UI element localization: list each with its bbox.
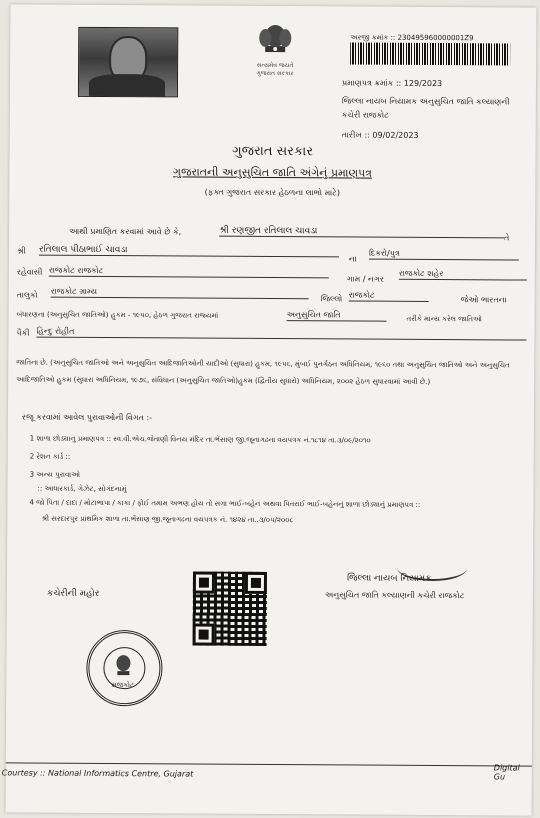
qr-finder-bl [193, 624, 215, 646]
qr-code [193, 572, 267, 646]
resident-label: રહેવાસી [16, 267, 43, 277]
qr-finder-tr [245, 572, 267, 594]
signatory-line-1: જિલ્લા નાયબ નિયામક [346, 573, 432, 584]
recognized-text: તરીકે માન્ય કરેલ જાતિઓ [406, 314, 483, 324]
district-label: જિલ્લો [320, 294, 343, 304]
taluka-label: તાલુકો [16, 290, 38, 300]
name-field: શ્રી રણજીત રતિલાલ ચાવડા [219, 226, 504, 239]
evidence-item-3: 3 અન્ય પુરાવાઓ [29, 470, 81, 479]
footer-courtesy: Courtesy :: National Informatics Centre, Gujarat [1, 768, 194, 779]
taluka-field: રાજકોટ ગ્રામ્ય [51, 287, 309, 300]
certificate-subtitle: (ફક્ત ગુજરાત સરકાર હેઠળના લાભો માટે) [204, 187, 341, 198]
caste-prefix: પૈકી [16, 328, 30, 338]
evidence-item-4-detail: શ્રી સરદારપુર પ્રાથમિક શાળા તા.ભેંસાણ જી.જૂનાગઢના વયપત્રક નં. ૧૪૨૪ તા..૩/૦૫/૨૦૦૮ [41, 514, 294, 525]
lion-capital-icon [247, 18, 303, 58]
caste-field: હિન્દુ રોહીત [36, 327, 526, 341]
office-seal [86, 630, 162, 706]
state-emblem [247, 18, 303, 78]
seal-text: રાજકોટ [111, 681, 135, 690]
relation-field: દિકરો/પુત્ર [369, 249, 519, 261]
government-title: ગુજરાત સરકાર [232, 143, 314, 160]
district-field: રાજકોટ [349, 290, 429, 301]
certify-text: આથી પ્રમાણિત કરવામાં આવે છે કે, [69, 226, 182, 237]
evidence-heading: રજૂ કરવામાં આવેલ પુરાવાઓની વિગત :- [21, 412, 153, 423]
relation-label: ના [348, 254, 357, 264]
signatory-line-2: અનુસુચિત જાતિ કલ્યાણની કચેરી રાજકોટ [324, 590, 465, 601]
certificate-page [1, 4, 537, 815]
issuer-line-2: કચેરી રાજકોટ [341, 110, 389, 120]
barcode [350, 42, 510, 65]
evidence-item-3-detail: :: આધારકાર્ડ, ગેઝેટ, સોગંદનામું [37, 484, 127, 494]
father-name-field: રતિલાલ પીઠાભાઈ ચાવડા [39, 245, 339, 258]
village-label: ગામ / નગર [346, 274, 385, 284]
village-field: રાજકોટ શહેર [399, 269, 527, 281]
office-seal-label: કચેરીની મહોર [46, 588, 100, 599]
certificate-title: ગુજરાતની અનુસુચિત જાતિ અંગેનું પ્રમાણપત્ર [172, 165, 373, 180]
resident-field: રાજકોટ રાજકોટ [49, 266, 329, 279]
evidence-item-1: 1 શાળા છોડ્યાનુ પ્રમાણપત્ર :: સ્વ.વી.એચ.જેતાણી વિનય મંદિર તા.ભેંસાણ જી.જૂનાગઢના વયપત્રક નં.૧૮૧૪ તા.૩/૦૯/૨૦૧૦ [29, 434, 371, 445]
footer-divider [6, 762, 532, 766]
issue-date: તારીખ :: 09/02/2023 [341, 130, 419, 140]
issuer-line-1: જિલ્લા નાયબ નિયામક અનુસુચિત જાતિ કલ્યાણની [341, 96, 510, 107]
evidence-item-4: 4 જો પિતા / દાદા / મોટાભાપા / કાકા / ફોઈ તમામ અભણ હોય તો સગા ભાઈ-બહેન અથવા પિતરાઈ ભાઈ-બહેનનું શાળા છોડ્યાનું પ્રમાણપત્ર :: [29, 498, 421, 509]
emblem-text-2: ગુજરાત સરકાર [256, 69, 294, 78]
barcode-number: અરજી ક્રમાંક :: 230495960000001Z9 [350, 33, 474, 43]
emblem-icon [113, 653, 133, 677]
father-prefix: શ્રી [16, 246, 26, 256]
evidence-item-2: 2 રેશન કાર્ડ :: [29, 452, 71, 461]
qr-finder-tl [193, 572, 215, 594]
footer-digital: Digital Gu [493, 763, 520, 782]
order-text: બંધારણના (અનુસુચિત જાતિઓ) હુકમ - ૧૯૫૦, હેઠળ ગુજરાત રાજ્યમાં [16, 310, 219, 320]
photo-shoulders [89, 74, 165, 96]
legal-paragraph: જાતિના છે. (અનુસુચિત જાતિઓ અને અનુસુચિત આદિજાતિઓની યાદીઓ (સુધારા) હુકમ, ૧૯૫૬, મુંબઈ પુનર્ગઠન અધિનિયમ, ૧૯૬૦ તથા અનુસુચિત જાતિઓ અને અનુસુચિત આદિજાતિઓ હુકમ (સુધારા અધિનિયમ, ૧૯૭૬, સંવિધાન (અનુસુચિત જાતિઓ)હુકમ (દ્વિતીય સુધારો) અધિનિયમ, ૨૦૦૨ હેઠળ સુધારવામાં આવી છે.) [16, 358, 510, 386]
applicant-photo [78, 27, 178, 98]
sc-field: અનુસુચિત જાતિ [287, 310, 387, 322]
te-label: તે [504, 233, 510, 243]
certificate-number: પ્રમાણપત્ર ક્રમાંક :: 129/2023 [341, 78, 443, 89]
india-text: જેઓ ભારતના [460, 295, 507, 305]
emblem-text-1: સત્યમેવ જયતે [256, 61, 294, 70]
